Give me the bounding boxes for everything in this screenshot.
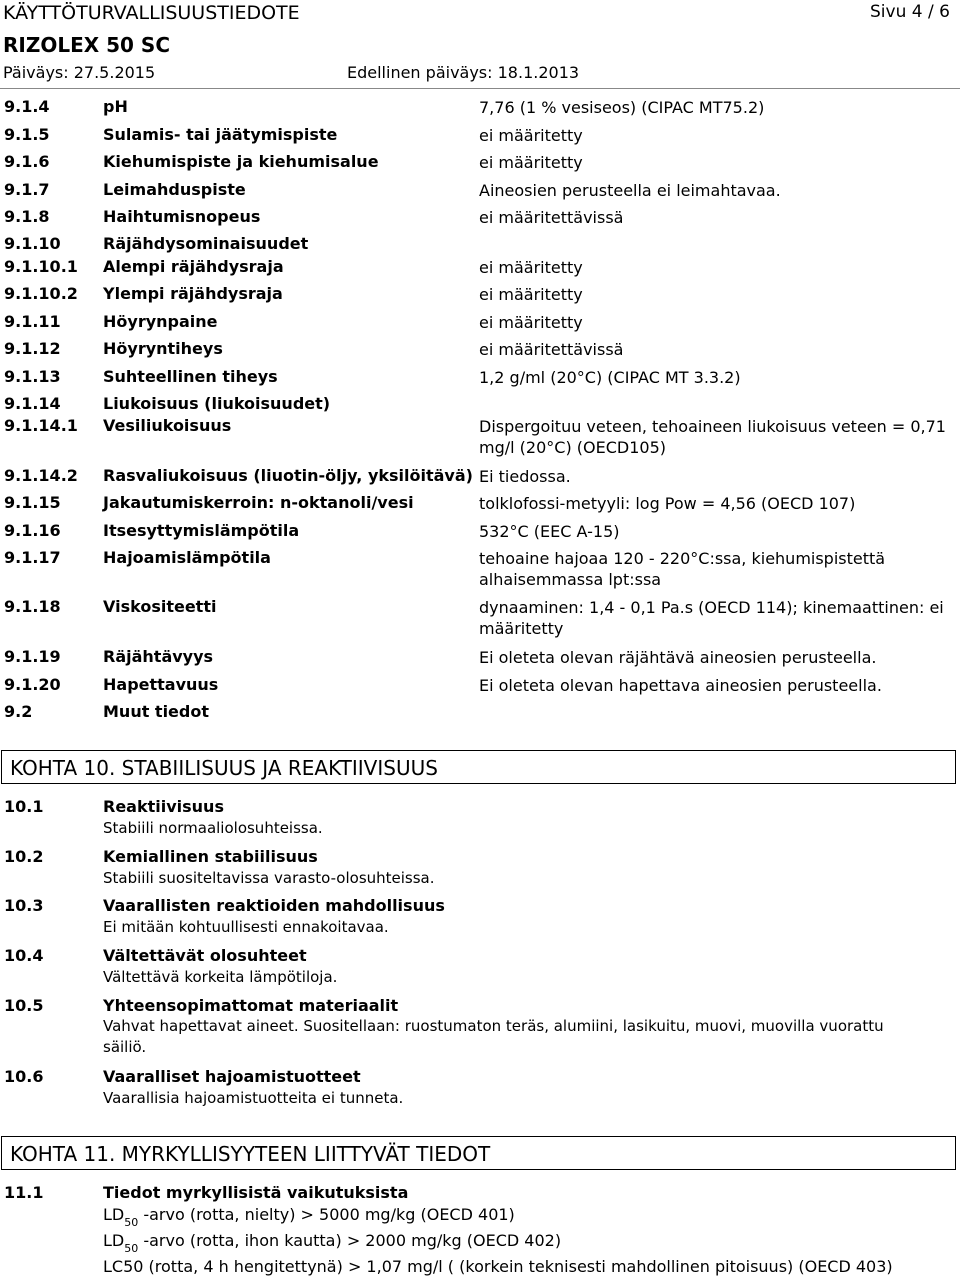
subsection-heading: Reaktiivisuus <box>103 797 224 816</box>
subsection-number: 11.1 <box>4 1183 44 1202</box>
property-label: Viskositeetti <box>103 597 217 616</box>
property-number: 9.1.14.1 <box>4 416 78 435</box>
property-label: Itsesyttymislämpötila <box>103 521 300 540</box>
property-label: Kiehumispiste ja kiehumisalue <box>103 152 379 171</box>
subsection-number: 10.6 <box>4 1067 44 1086</box>
property-value: ei määritetty <box>479 285 583 304</box>
property-number: 9.1.17 <box>4 548 61 567</box>
header-divider <box>0 88 960 89</box>
section-10-title: KOHTA 10. STABIILISUUS JA REAKTIIVISUUS <box>10 756 438 780</box>
property-number: 9.1.13 <box>4 367 61 386</box>
subsection-number: 10.3 <box>4 896 44 915</box>
property-label: Suhteellinen tiheys <box>103 367 278 386</box>
property-number: 9.1.10.2 <box>4 284 78 303</box>
property-label: Muut tiedot <box>103 702 209 721</box>
subsection-heading: Vaarallisten reaktioiden mahdollisuus <box>103 896 445 915</box>
ld50-oral-line <box>103 1205 515 1229</box>
subsection-text: Ei mitään kohtuullisesti ennakoitavaa. <box>103 918 389 936</box>
property-number: 9.1.6 <box>4 152 50 171</box>
ld-subscript: 50 <box>124 1216 139 1229</box>
property-label: Liukoisuus (liukoisuudet) <box>103 394 331 413</box>
property-label: Hajoamislämpötila <box>103 548 271 567</box>
property-label: Hapettavuus <box>103 675 219 694</box>
subsection-number: 10.4 <box>4 946 44 965</box>
property-value: tolklofossi-metyyli: log Pow = 4,56 (OECD 107) <box>479 494 856 513</box>
property-label: pH <box>103 97 128 116</box>
ld50-oral-text: -arvo (rotta, nielty) > 5000 mg/kg (OECD 401) <box>138 1205 515 1224</box>
property-label: Leimahduspiste <box>103 180 246 199</box>
document-date: Päiväys: 27.5.2015 <box>3 63 156 82</box>
property-number: 9.1.7 <box>4 180 50 199</box>
previous-date: Edellinen päiväys: 18.1.2013 <box>347 63 580 82</box>
property-label: Vesiliukoisuus <box>103 416 232 435</box>
property-value: ei määritetty <box>479 258 583 277</box>
property-label: Alempi räjähdysraja <box>103 257 284 276</box>
property-number: 9.1.20 <box>4 675 61 694</box>
property-label: Räjähdysominaisuudet <box>103 234 309 253</box>
subsection-heading: Kemiallinen stabiilisuus <box>103 847 318 866</box>
property-value: dynaaminen: 1,4 - 0,1 Pa.s (OECD 114); kinemaattinen: ei määritetty <box>479 598 944 638</box>
subsection-heading: Vältettävät olosuhteet <box>103 946 307 965</box>
property-number: 9.1.8 <box>4 207 50 226</box>
property-label: Höyryntiheys <box>103 339 223 358</box>
subsection-text: Stabiili normaaliolosuhteissa. <box>103 819 323 837</box>
property-value: ei määritetty <box>479 126 583 145</box>
subsection-heading: Yhteensopimattomat materiaalit <box>103 996 399 1015</box>
property-number: 9.1.10 <box>4 234 61 253</box>
property-value: ei määritetty <box>479 313 583 332</box>
subsection-text: Vältettävä korkeita lämpötiloja. <box>103 968 338 986</box>
property-value: Aineosien perusteella ei leimahtavaa. <box>479 181 781 200</box>
property-value: ei määritetty <box>479 153 583 172</box>
subsection-number: 10.2 <box>4 847 44 866</box>
property-label: Ylempi räjähdysraja <box>103 284 283 303</box>
product-name: RIZOLEX 50 SC <box>3 33 171 57</box>
subsection-heading: Vaaralliset hajoamistuotteet <box>103 1067 361 1086</box>
property-label: Jakautumiskerroin: n-oktanoli/vesi <box>103 493 414 512</box>
property-value: ei määritettävissä <box>479 208 624 227</box>
ld-label: LD <box>103 1205 125 1224</box>
subsection-text: Vahvat hapettavat aineet. Suositellaan: ruostumaton teräs, alumiini, lasikuitu, muovi, muovilla vuorattu säiliö. <box>103 1017 884 1056</box>
property-label: Sulamis- tai jäätymispiste <box>103 125 338 144</box>
property-number: 9.1.18 <box>4 597 61 616</box>
subsection-text: Vaarallisia hajoamistuotteita ei tunneta. <box>103 1089 404 1107</box>
page-number: Sivu 4 / 6 <box>870 2 950 22</box>
property-number: 9.1.10.1 <box>4 257 78 276</box>
property-value: tehoaine hajoaa 120 - 220°C:ssa, kiehumispistettä alhaisemmassa lpt:ssa <box>479 549 886 589</box>
property-label: Höyrynpaine <box>103 312 218 331</box>
lc50-inhalation-line: LC50 (rotta, 4 h hengitettynä) > 1,07 mg/l ( (korkein teknisesti mahdollinen pitoisuus) (OECD 403) <box>103 1257 893 1276</box>
property-value: Ei tiedossa. <box>479 467 571 486</box>
property-value: ei määritettävissä <box>479 340 624 359</box>
ld-subscript: 50 <box>124 1242 139 1255</box>
property-number: 9.1.5 <box>4 125 50 144</box>
section-10-header <box>1 750 956 784</box>
section-11-title: KOHTA 11. MYRKYLLISYYTEEN LIITTYVÄT TIEDOT <box>10 1142 491 1166</box>
subsection-heading: Tiedot myrkyllisistä vaikutuksista <box>103 1183 409 1202</box>
subsection-number: 10.5 <box>4 996 44 1015</box>
property-number: 9.1.11 <box>4 312 61 331</box>
property-number: 9.2 <box>4 702 33 721</box>
property-value: 532°C (EEC A-15) <box>479 522 620 541</box>
property-value: Ei oleteta olevan räjähtävä aineosien perusteella. <box>479 648 877 667</box>
ld50-dermal-line <box>103 1231 562 1255</box>
property-label: Räjähtävyys <box>103 647 214 666</box>
property-value: 7,76 (1 % vesiseos) (CIPAC MT75.2) <box>479 98 765 117</box>
ld50-dermal-text: -arvo (rotta, ihon kautta) > 2000 mg/kg (OECD 402) <box>138 1231 562 1250</box>
property-number: 9.1.15 <box>4 493 61 512</box>
property-number: 9.1.14 <box>4 394 61 413</box>
document-title: KÄYTTÖTURVALLISUUSTIEDOTE <box>3 2 300 24</box>
property-number: 9.1.4 <box>4 97 50 116</box>
section-11-header <box>1 1136 956 1170</box>
property-value: Dispergoituu veteen, tehoaineen liukoisuus veteen = 0,71 mg/l (20°C) (OECD105) <box>479 417 946 457</box>
property-label: Haihtumisnopeus <box>103 207 261 226</box>
ld-label: LD <box>103 1231 125 1250</box>
property-label: Rasvaliukoisuus (liuotin-öljy, yksilöitävä) <box>103 466 473 485</box>
subsection-number: 10.1 <box>4 797 44 816</box>
property-number: 9.1.16 <box>4 521 61 540</box>
property-value: Ei oleteta olevan hapettava aineosien perusteella. <box>479 676 882 695</box>
property-number: 9.1.19 <box>4 647 61 666</box>
subsection-text: Stabiili suositeltavissa varasto-olosuhteissa. <box>103 869 435 887</box>
property-value: 1,2 g/ml (20°C) (CIPAC MT 3.3.2) <box>479 368 741 387</box>
property-number: 9.1.14.2 <box>4 466 78 485</box>
property-number: 9.1.12 <box>4 339 61 358</box>
